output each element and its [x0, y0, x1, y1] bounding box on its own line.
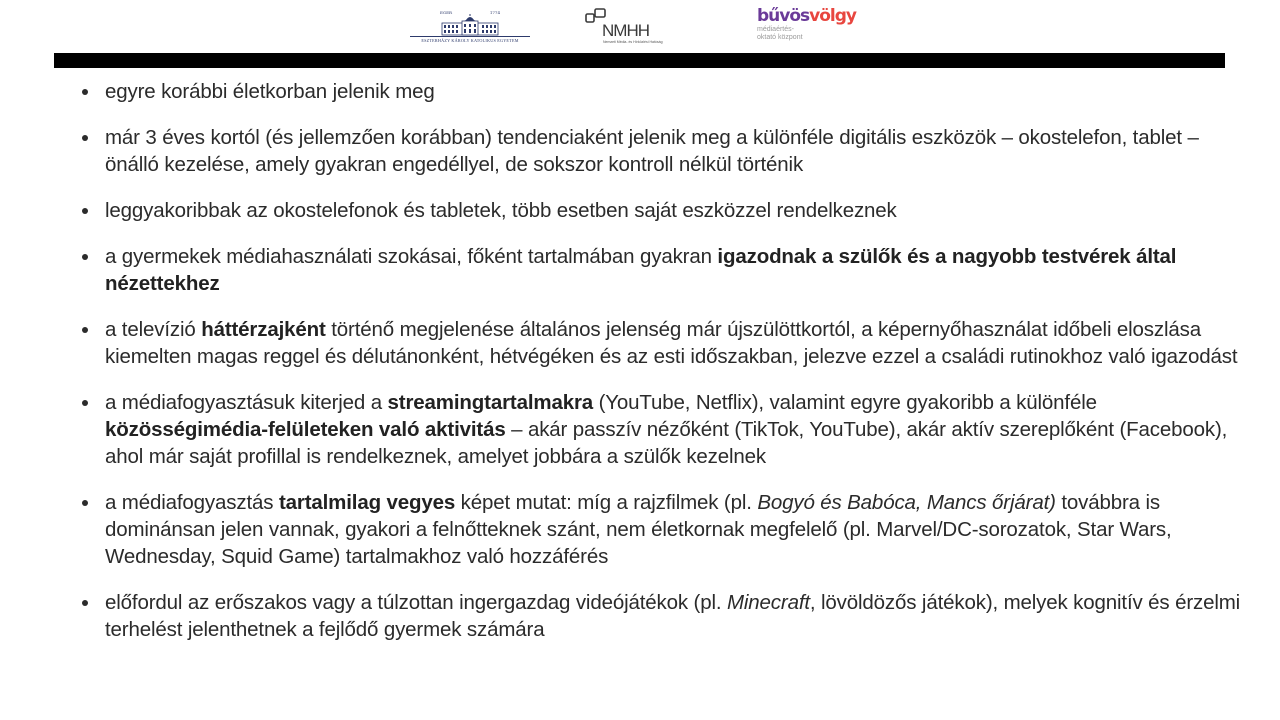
header-divider-bar — [54, 53, 1225, 68]
nmhh-wordmark: NMHH — [602, 21, 649, 40]
bullet-item — [82, 78, 1242, 105]
bullet-item — [82, 316, 1242, 370]
university-year-right: 1774 — [489, 10, 500, 15]
bullet-text-italic: Bogyó és Babóca, Mancs őrjárat) — [757, 491, 1056, 514]
buvosvolgy-subtitle-line1: médiaértés- — [757, 26, 794, 33]
bullet-text: a gyermekek médiahasználati szokásai, főként tartalmában gyakran — [105, 245, 718, 268]
bullet-dot-icon — [82, 400, 88, 406]
bullet-text: történő megjelenése általános jelenség már újszülöttkortól, a képernyőhasználat időbeli eloszlása kiemelten magas reggel és délutánonként, hétvégéken és az esti időszakban, jelezve ezzel a családi rutinokhoz való igazodást — [105, 318, 1238, 368]
buvosvolgy-wordmark — [757, 8, 867, 25]
bullet-text: (YouTube, Netflix), valamint egyre gyakoribb a különféle — [593, 391, 1097, 414]
bullet-text-bold: tartalmilag vegyes — [278, 491, 456, 514]
bullet-text-bold: streamingtartalmakra — [387, 391, 594, 414]
bullet-text-bold: igazodnak a szülők és a nagyobb testvérek által nézettekhez — [105, 245, 1177, 295]
bullet-text: képet mutat: míg a rajzfilmek (pl. — [455, 491, 758, 514]
bullet-dot-icon — [82, 327, 88, 333]
bullet-text: előfordul az erőszakos vagy a túlzottan ingergazdag videójátékok (pl. — [105, 591, 727, 614]
university-building-icon — [440, 14, 500, 36]
nmhh-logo — [585, 8, 695, 48]
buvosvolgy-logo — [757, 8, 867, 46]
university-name: ESZTERHÁZY KÁROLY KATOLIKUS EGYETEM — [410, 36, 530, 43]
bullet-item — [82, 389, 1242, 470]
bullet-text: leggyakoribbak az okostelefonok és tabletek, több esetben saját eszközzel rendelkeznek — [105, 199, 897, 222]
bullet-item — [82, 489, 1242, 570]
bullet-list — [82, 78, 1242, 643]
bullet-text: egyre korábbi életkorban jelenik meg — [105, 80, 435, 103]
buvosvolgy-wordmark-part1: bűvös — [757, 6, 810, 26]
bullet-text: a médiafogyasztásuk kiterjed a — [105, 391, 388, 414]
bullet-dot-icon — [82, 89, 88, 95]
bullet-dot-icon — [82, 135, 88, 141]
bullet-item — [82, 589, 1242, 643]
bullet-dot-icon — [82, 500, 88, 506]
bullet-item — [82, 243, 1242, 297]
buvosvolgy-wordmark-part2: völgy — [809, 6, 856, 26]
bullet-text-italic: Minecraft — [726, 591, 810, 614]
buvosvolgy-subtitle-line2: oktató központ — [757, 34, 803, 41]
university-logo — [410, 10, 530, 44]
nmhh-subtitle: Nemzeti Média- és Hírközlési Hatóság — [603, 40, 663, 44]
bullet-dot-icon — [82, 600, 88, 606]
bullet-item — [82, 197, 1242, 224]
bullet-item — [82, 124, 1242, 178]
bullet-text: a televízió — [105, 318, 202, 341]
bullet-text: továbbra is dominánsan jelen vannak, gyakori a felnőtteknek szánt, nem életkornak megfelelő (pl. Marvel/DC-sorozatok, Star Wars, Wednesday, Squid Game) tartalmakhoz való hozzáférés — [105, 491, 1172, 568]
bullet-text: , lövöldözős játékok), melyek kognitív és érzelmi terhelést jelenthetnek a fejlődő gyermek számára — [105, 591, 1241, 641]
bullet-text-bold: közösségimédia-felületeken való aktivitás — [105, 418, 506, 441]
bullet-dot-icon — [82, 254, 88, 260]
slide-content — [82, 78, 1242, 662]
logo-strip — [0, 0, 1280, 53]
bullet-text-bold: háttérzajként — [201, 318, 326, 341]
bullet-text: a médiafogyasztás — [105, 491, 279, 514]
bullet-text: már 3 éves kortól (és jellemzően korábban) tendenciaként jelenik meg a különféle digitális eszközök – okostelefon, tablet – önálló kezelése, amely gyakran engedéllyel, de sokszor kontroll nélkül történik — [105, 126, 1199, 176]
bullet-dot-icon — [82, 208, 88, 214]
bullet-text: – akár passzív nézőként (TikTok, YouTube), akár aktív szereplőként (Facebook), ahol már saját profillal is rendelkeznek, amelyet jobbára a szülők kezelnek — [105, 418, 1228, 468]
university-year-left: EGER — [440, 10, 453, 15]
